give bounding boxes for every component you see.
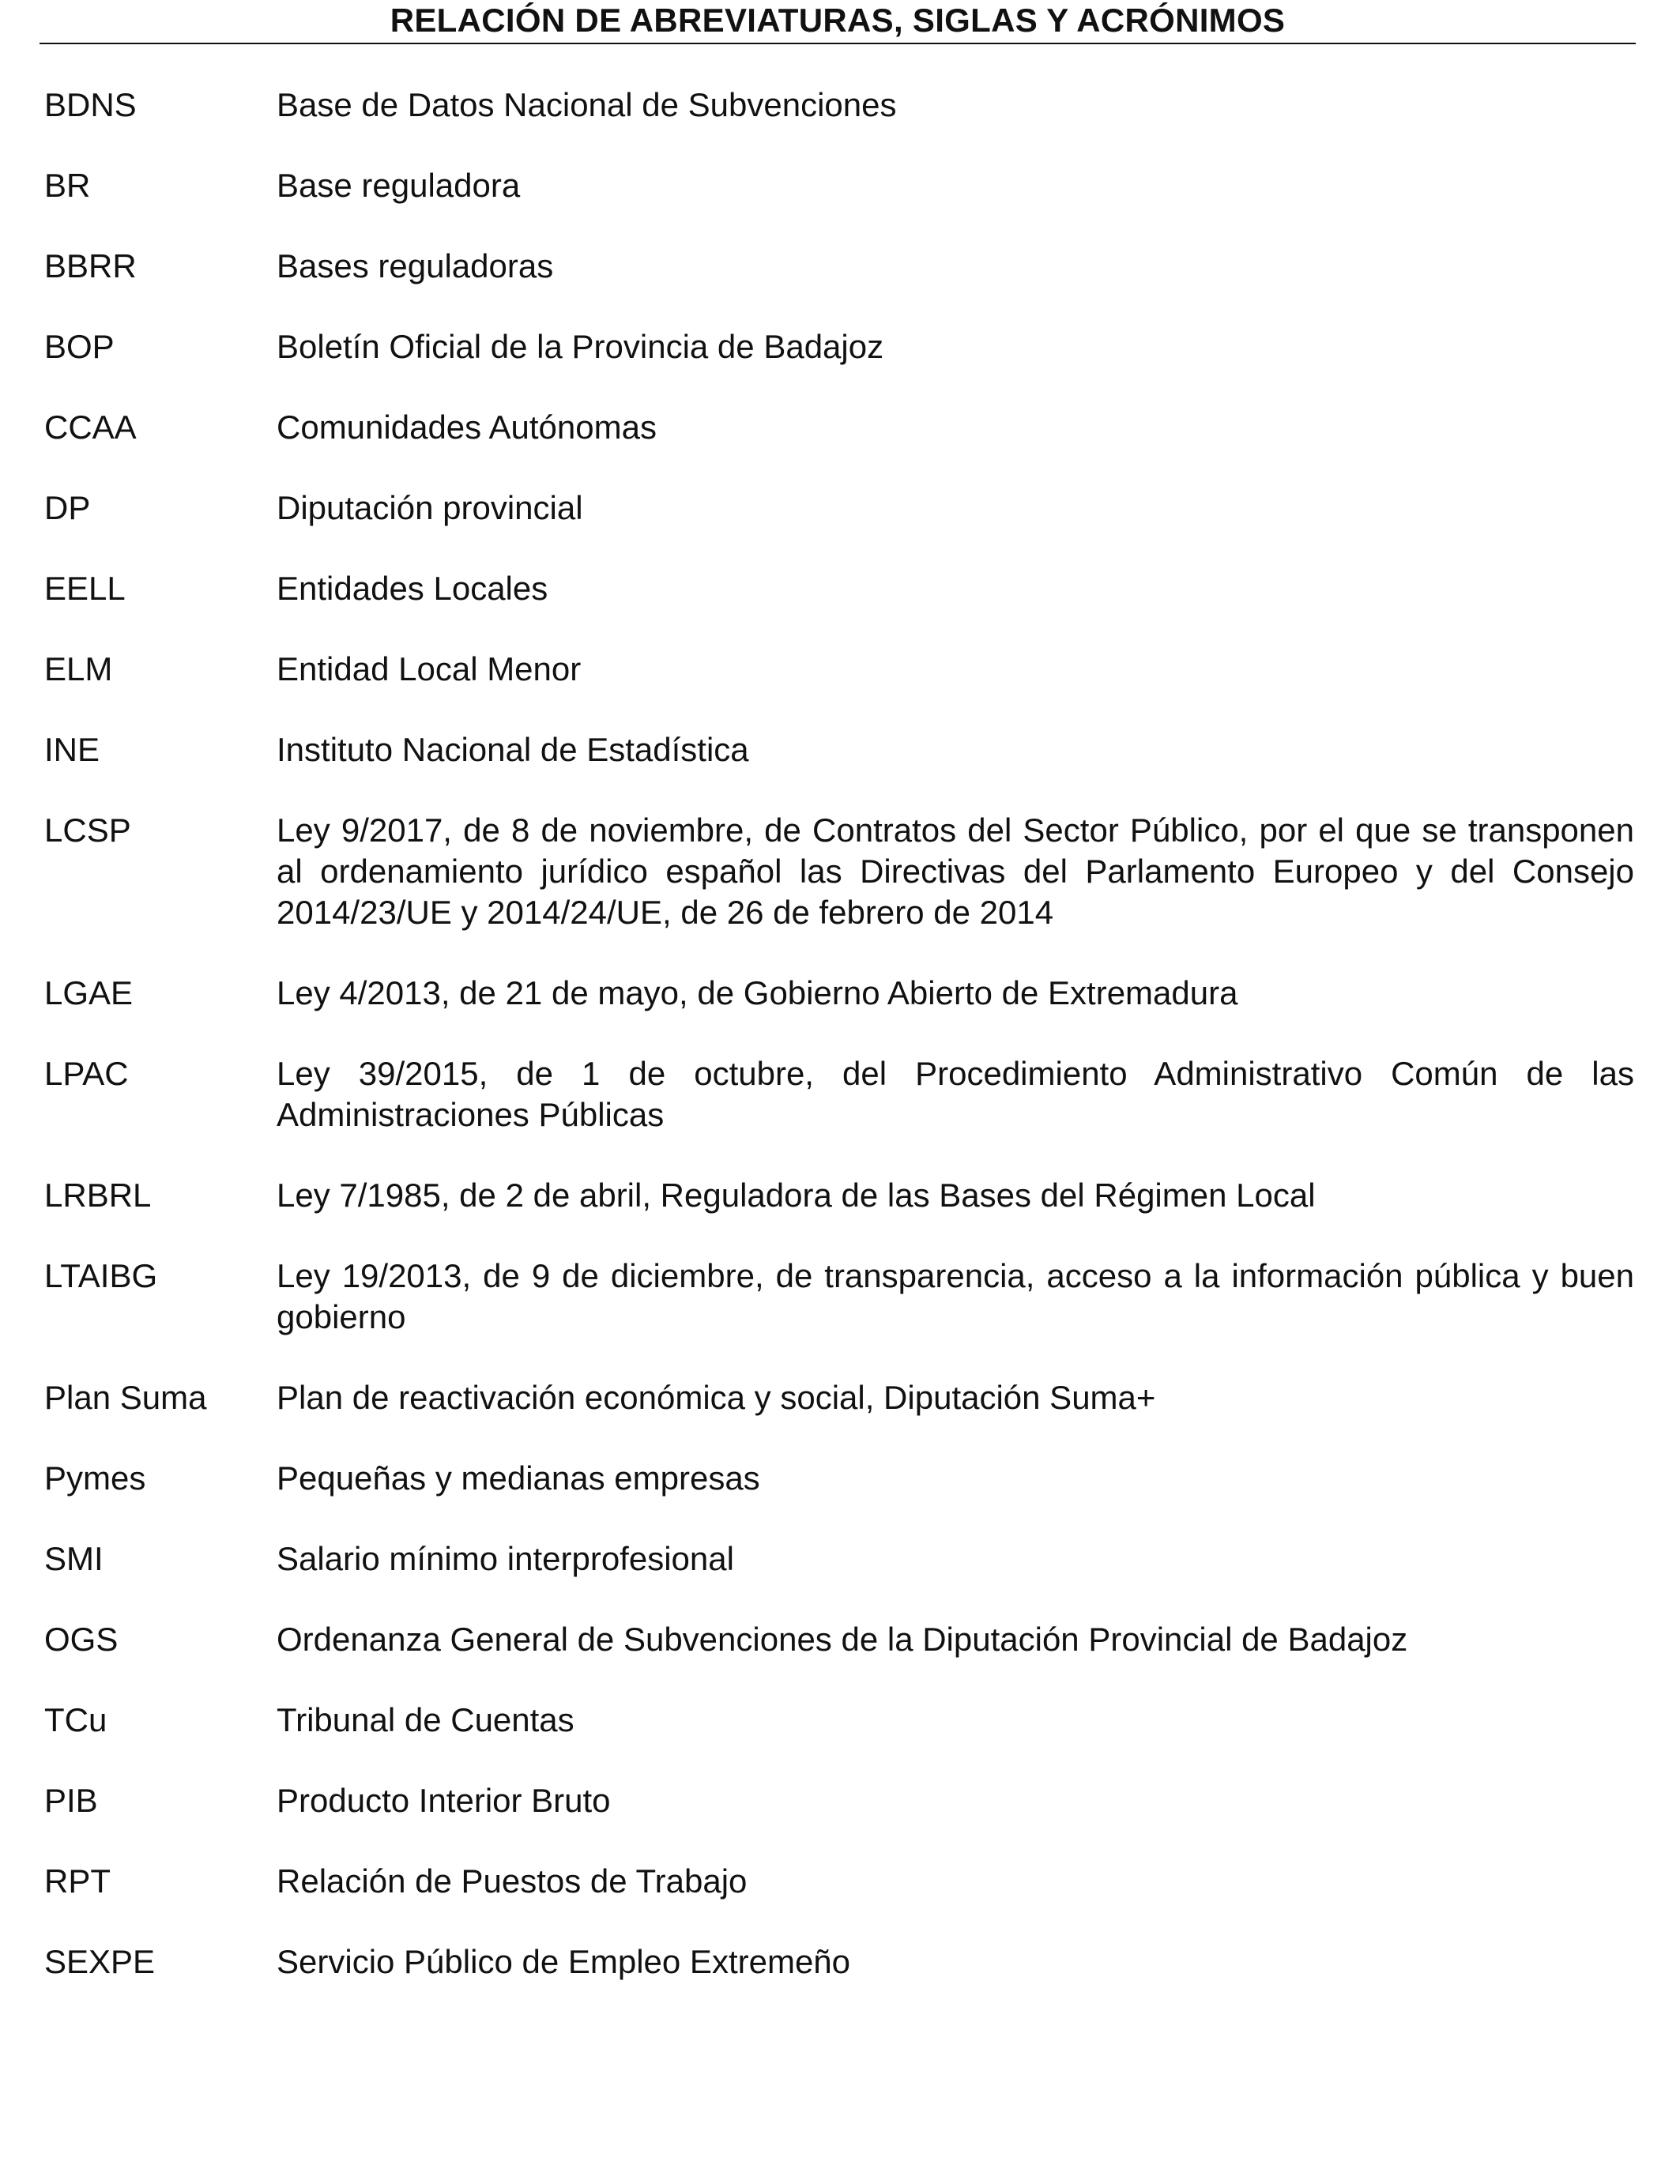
definition: Relación de Puestos de Trabajo (277, 1862, 748, 1900)
abbreviation: LTAIBG (44, 1257, 158, 1294)
abbreviation-list (44, 85, 1634, 2022)
abbreviation: LCSP (44, 811, 131, 849)
abbreviation: EELL (44, 570, 126, 607)
list-item (44, 1538, 1634, 1580)
list-item (44, 1941, 1634, 1983)
abbreviation: PIB (44, 1782, 98, 1819)
abbreviation: SEXPE (44, 1943, 156, 1980)
definition: Base de Datos Nacional de Subvenciones (277, 86, 897, 123)
list-item (44, 1619, 1634, 1660)
definition: Ley 39/2015, de 1 de octubre, del Procedimiento Administrativo Común de las Administraciones Públicas (277, 1055, 1634, 1133)
definition: Plan de reactivación económica y social, Diputación Suma+ (277, 1379, 1156, 1416)
list-item (44, 165, 1634, 206)
definition: Ley 19/2013, de 9 de diciembre, de transparencia, acceso a la información pública y buen gobierno (277, 1257, 1634, 1335)
list-item (44, 1861, 1634, 1902)
abbreviation: BR (44, 167, 91, 204)
list-item (44, 407, 1634, 448)
definition: Ley 7/1985, de 2 de abril, Reguladora de las Bases del Régimen Local (277, 1177, 1316, 1214)
abbreviation: RPT (44, 1862, 111, 1900)
list-item (44, 1780, 1634, 1821)
definition: Ordenanza General de Subvenciones de la Diputación Provincial de Badajoz (277, 1621, 1408, 1658)
page-title: RELACIÓN DE ABREVIATURAS, SIGLAS Y ACRÓNIMOS (390, 2, 1286, 39)
list-item (44, 1053, 1634, 1135)
abbreviation: INE (44, 731, 100, 768)
definition: Entidades Locales (277, 570, 548, 607)
abbreviation: CCAA (44, 409, 137, 446)
abbreviation: Plan Suma (44, 1379, 207, 1416)
definition: Pequeñas y medianas empresas (277, 1459, 760, 1497)
list-item (44, 810, 1634, 933)
list-item (44, 85, 1634, 126)
list-item (44, 1256, 1634, 1338)
list-item (44, 1175, 1634, 1216)
definition: Producto Interior Bruto (277, 1782, 611, 1819)
list-item (44, 568, 1634, 609)
definition: Diputación provincial (277, 489, 583, 526)
abbreviation: BBRR (44, 247, 137, 284)
list-item (44, 729, 1634, 770)
definition: Tribunal de Cuentas (277, 1701, 574, 1738)
definition: Bases reguladoras (277, 247, 554, 284)
definition: Comunidades Autónomas (277, 409, 657, 446)
list-item (44, 246, 1634, 287)
abbreviation: TCu (44, 1701, 107, 1738)
list-item (44, 1377, 1634, 1418)
definition: Servicio Público de Empleo Extremeño (277, 1943, 851, 1980)
title-underline (40, 43, 1636, 44)
definition: Boletín Oficial de la Provincia de Badajoz (277, 328, 884, 365)
abbreviation: BOP (44, 328, 115, 365)
list-item (44, 973, 1634, 1014)
list-item (44, 1458, 1634, 1499)
definition: Entidad Local Menor (277, 650, 582, 687)
definition: Salario mínimo interprofesional (277, 1540, 734, 1577)
definition: Base reguladora (277, 167, 521, 204)
list-item (44, 488, 1634, 529)
abbreviation: LRBRL (44, 1177, 152, 1214)
abbreviation: SMI (44, 1540, 104, 1577)
abbreviation: ELM (44, 650, 113, 687)
definition: Instituto Nacional de Estadística (277, 731, 749, 768)
abbreviation: OGS (44, 1621, 119, 1658)
abbreviation: DP (44, 489, 91, 526)
definition: Ley 4/2013, de 21 de mayo, de Gobierno Abierto de Extremadura (277, 974, 1238, 1011)
abbreviation: Pymes (44, 1459, 146, 1497)
abbreviation: LGAE (44, 974, 134, 1011)
abbreviation: LPAC (44, 1055, 129, 1092)
abbreviation: BDNS (44, 86, 137, 123)
list-item (44, 649, 1634, 690)
list-item (44, 326, 1634, 367)
list-item (44, 1700, 1634, 1741)
definition: Ley 9/2017, de 8 de noviembre, de Contratos del Sector Público, por el que se transponen al ordenamiento jurídico español las Directivas del Parlamento Europeo y del Consejo 2014/23/UE y 2014/24/UE, de 26 de febrero de 2014 (277, 811, 1634, 931)
